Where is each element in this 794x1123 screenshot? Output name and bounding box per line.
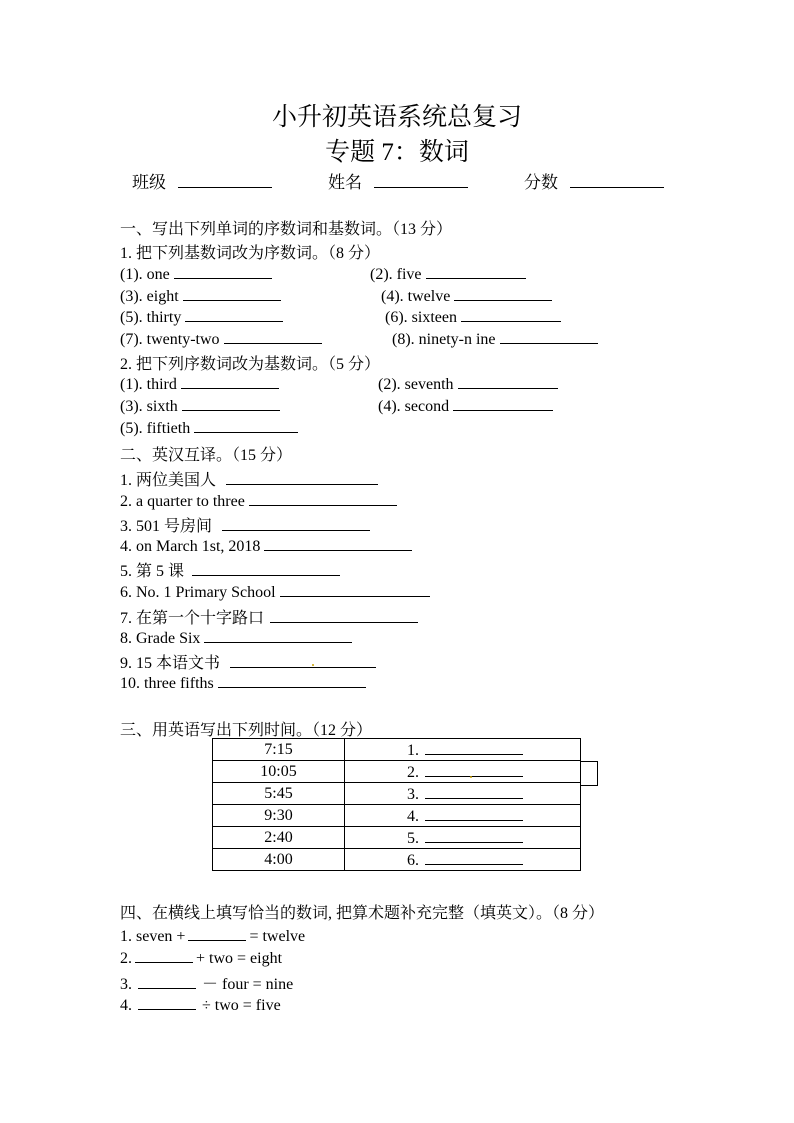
answer-blank[interactable] [230,653,376,668]
table-row [213,805,581,827]
name-field [328,168,468,193]
answer-blank[interactable] [280,582,430,597]
list-item: 10. three fifths [120,673,366,693]
answer-cell: 4. [345,805,581,827]
answer-blank[interactable] [425,850,523,865]
table-row [213,739,581,761]
list-item: 1. 两位美国人 [120,467,378,490]
list-item: 1. seven + = twelve [120,928,306,945]
answer-blank[interactable] [188,926,246,941]
table-overhang-box [580,761,598,786]
section1-part1-heading: 1. 把下列基数词改为序数词。（8 分） [120,245,381,262]
answer-blank[interactable] [174,264,272,279]
score-blank[interactable] [570,173,664,188]
time-cell: 4:00 [213,849,345,871]
list-item: (5). thirty [120,307,283,327]
answer-blank[interactable] [454,286,552,301]
list-item: (3). eight [120,286,281,306]
class-blank[interactable] [178,173,272,188]
list-item: 6. No. 1 Primary School [120,582,430,602]
answer-blank[interactable] [426,264,526,279]
name-label: 姓名 [328,173,362,192]
list-item: (7). twenty-two [120,329,322,349]
section2-heading: 二、英汉互译。（15 分） [120,447,293,464]
answer-blank[interactable] [500,329,598,344]
table-row [213,783,581,805]
list-item: 8. Grade Six [120,628,352,648]
stray-dot [312,664,314,666]
answer-blank[interactable] [425,828,523,843]
list-item: 5. 第 5 课 [120,558,340,581]
time-cell: 9:30 [213,805,345,827]
list-item: (3). sixth [120,396,280,416]
answer-blank[interactable] [425,762,523,777]
class-label: 班级 [132,173,166,192]
answer-blank[interactable] [249,491,397,506]
answer-cell: 2. [345,761,581,783]
table-row [213,827,581,849]
list-item: 7. 在第一个十字路口 [120,605,418,628]
list-item: 9. 15 本语文书 [120,650,376,673]
answer-cell: 1. [345,739,581,761]
list-item: 2. a quarter to three [120,491,397,511]
score-label: 分数 [524,173,558,192]
list-item: 3. － four = nine [120,976,294,993]
table-row [213,849,581,871]
answer-blank[interactable] [264,536,412,551]
time-cell: 2:40 [213,827,345,849]
answer-blank[interactable] [183,286,281,301]
answer-blank[interactable] [425,740,523,755]
name-blank[interactable] [374,173,468,188]
worksheet-subtitle: 专题 7：数词 [325,139,469,166]
list-item: 4. ÷ two = five [120,997,281,1014]
time-table [212,738,581,871]
section1-part2-heading: 2. 把下列序数词改为基数词。（5 分） [120,356,381,373]
answer-blank[interactable] [425,784,523,799]
list-item: (2). five [370,264,526,284]
table-row [213,761,581,783]
answer-blank[interactable] [453,396,553,411]
list-item: (2). seventh [378,374,558,394]
answer-blank[interactable] [270,608,418,623]
section3-heading: 三、用英语写出下列时间。（12 分） [120,722,373,739]
answer-blank[interactable] [226,470,378,485]
list-item: (1). one [120,264,272,284]
answer-blank[interactable] [222,516,370,531]
time-cell: 10:05 [213,761,345,783]
answer-blank[interactable] [185,307,283,322]
answer-blank[interactable] [458,374,558,389]
worksheet-title: 小升初英语系统总复习 [271,104,522,131]
time-cell: 7:15 [213,739,345,761]
section4-heading: 四、在横线上填写恰当的数词, 把算术题补充完整（填英文）。（8 分） [120,905,605,922]
class-field [132,168,272,193]
list-item: 3. 501 号房间 [120,513,370,536]
list-item: 2. + two = eight [120,950,283,967]
answer-cell: 5. [345,827,581,849]
answer-blank[interactable] [192,561,340,576]
answer-blank[interactable] [182,396,280,411]
answer-blank[interactable] [138,995,196,1010]
time-cell: 5:45 [213,783,345,805]
answer-blank[interactable] [138,974,196,989]
answer-blank[interactable] [135,948,193,963]
list-item: (5). fiftieth [120,418,298,438]
list-item: (8). ninety-n ine [392,329,598,349]
answer-blank[interactable] [218,673,366,688]
list-item: (4). twelve [381,286,552,306]
answer-cell: 6. [345,849,581,871]
answer-blank[interactable] [194,418,298,433]
answer-blank[interactable] [224,329,322,344]
list-item: (4). second [378,396,553,416]
answer-cell: 3. [345,783,581,805]
score-field [524,168,664,193]
answer-blank[interactable] [181,374,279,389]
section1-heading: 一、写出下列单词的序数词和基数词。（13 分） [120,221,453,238]
list-item: 4. on March 1st, 2018 [120,536,412,556]
answer-blank[interactable] [425,806,523,821]
stray-dot [470,776,472,778]
answer-blank[interactable] [461,307,561,322]
list-item: (6). sixteen [385,307,561,327]
answer-blank[interactable] [204,628,352,643]
list-item: (1). third [120,374,279,394]
